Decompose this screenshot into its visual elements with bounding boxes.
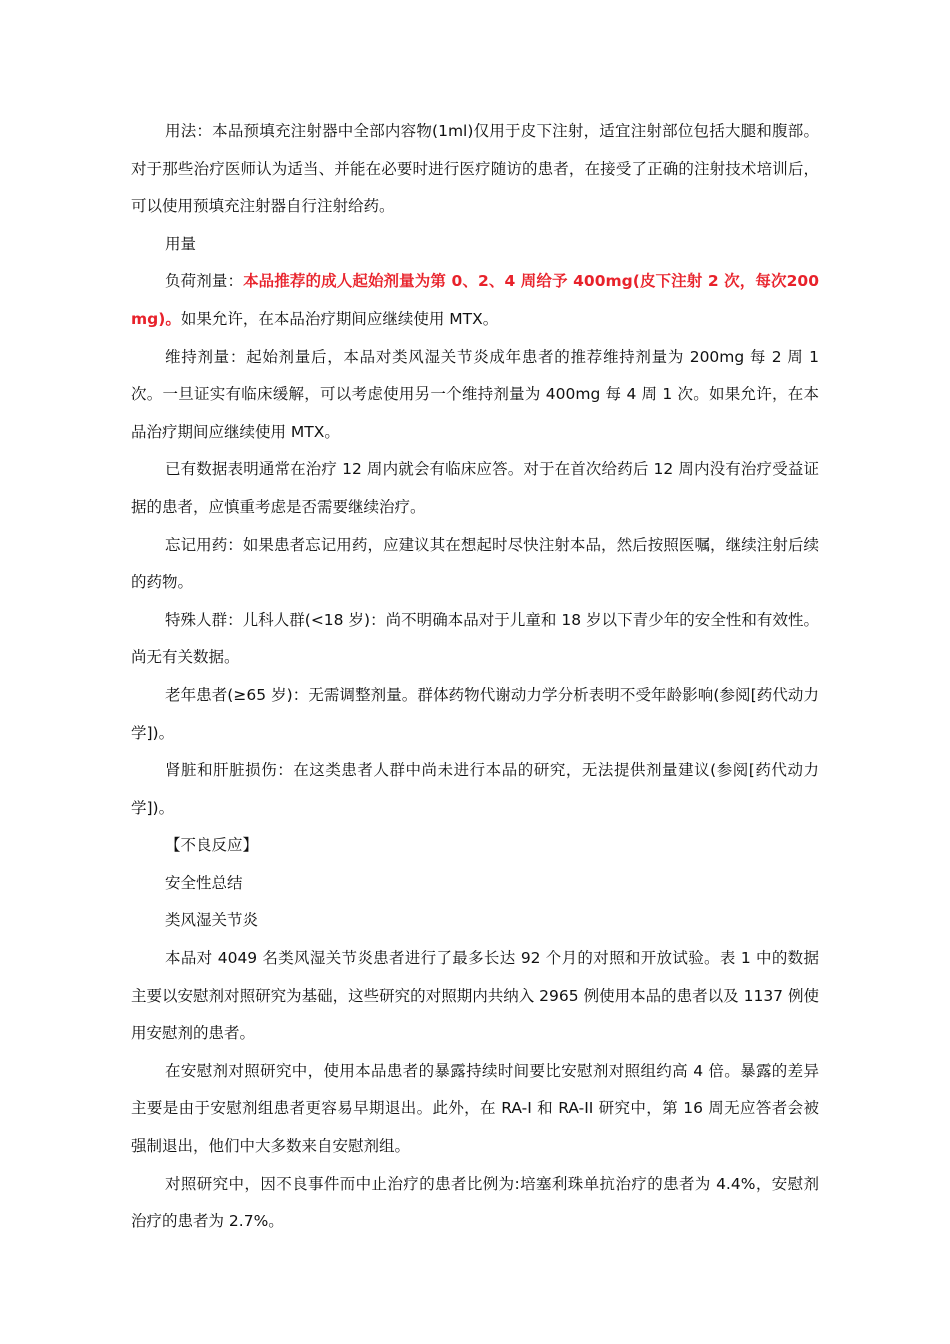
rheumatoid-arthritis-heading: 类风湿关节炎: [165, 911, 259, 930]
elderly-paragraph: 老年患者(≥65 岁)：无需调整剂量。群体药物代谢动力学分析表明不受年龄影响(参阅[药代动力学])。: [131, 685, 819, 742]
loading-dose-label: 负荷剂量：: [165, 272, 244, 291]
discontinuation-paragraph: 对照研究中，因不良事件而中止治疗的患者比例为:培塞利珠单抗治疗的患者为 4.4%，安慰剂治疗的患者为 2.7%。: [131, 1174, 819, 1231]
loading-dose-highlight: 本品推荐的成人起始剂量为第 0、2、4 周给予 400mg(皮下注射 2 次，每次200mg)。: [131, 272, 819, 328]
adverse-reactions-heading: 【不良反应】: [165, 836, 259, 855]
renal-hepatic-paragraph: 肾脏和肝脏损伤：在这类患者人群中尚未进行本品的研究，无法提供剂量建议(参阅[药代动力学])。: [131, 761, 819, 817]
usage-paragraph: 用法：本品预填充注射器中全部内容物(1ml)仅用于皮下注射，适宜注射部位包括大腿和腹部。对于那些治疗医师认为适当、并能在必要时进行医疗随访的患者，在接受了正确的注射技术培训后，可以使用预填充注射器自行注射给药。: [131, 122, 819, 216]
document-body: [131, 113, 819, 1241]
maintenance-dose-paragraph: 维持剂量：起始剂量后，本品对类风湿关节炎成年患者的推荐维持剂量为 200mg 每 2 周 1 次。一旦证实有临床缓解，可以考虑使用另一个维持剂量为 400mg 每 4 周 1 次。如果允许，在本品治疗期间应继续使用 MTX。: [131, 347, 819, 441]
loading-dose-rest: 如果允许，在本品治疗期间应继续使用 MTX。: [180, 309, 499, 328]
exposure-paragraph: 在安慰剂对照研究中，使用本品患者的暴露持续时间要比安慰剂对照组约高 4 倍。暴露的差异主要是由于安慰剂组患者更容易早期退出。此外，在 RA-I 和 RA-II 研究中，第 16 周无应答者会被强制退出，他们中大多数来自安慰剂组。: [131, 1061, 819, 1156]
safety-summary-heading: 安全性总结: [165, 873, 243, 892]
special-populations-paragraph: 特殊人群：儿科人群(<18 岁)：尚不明确本品对于儿童和 18 岁以下青少年的安全性和有效性。尚无有关数据。: [131, 610, 819, 667]
missed-dose-paragraph: 忘记用药：如果患者忘记用药，应建议其在想起时尽快注射本品，然后按照医嘱，继续注射后续的药物。: [131, 535, 819, 592]
dosage-heading: 用量: [165, 234, 197, 253]
clinical-response-paragraph: 已有数据表明通常在治疗 12 周内就会有临床应答。对于在首次给药后 12 周内没有治疗受益证据的患者，应慎重考虑是否需要继续治疗。: [131, 460, 819, 516]
loading-dose-paragraph: [131, 263, 819, 338]
ra-trials-paragraph: 本品对 4049 名类风湿关节炎患者进行了最多长达 92 个月的对照和开放试验。表 1 中的数据主要以安慰剂对照研究为基础，这些研究的对照期内共纳入 2965 例使用本品的患者以及 1137 例使用安慰剂的患者。: [131, 949, 819, 1043]
